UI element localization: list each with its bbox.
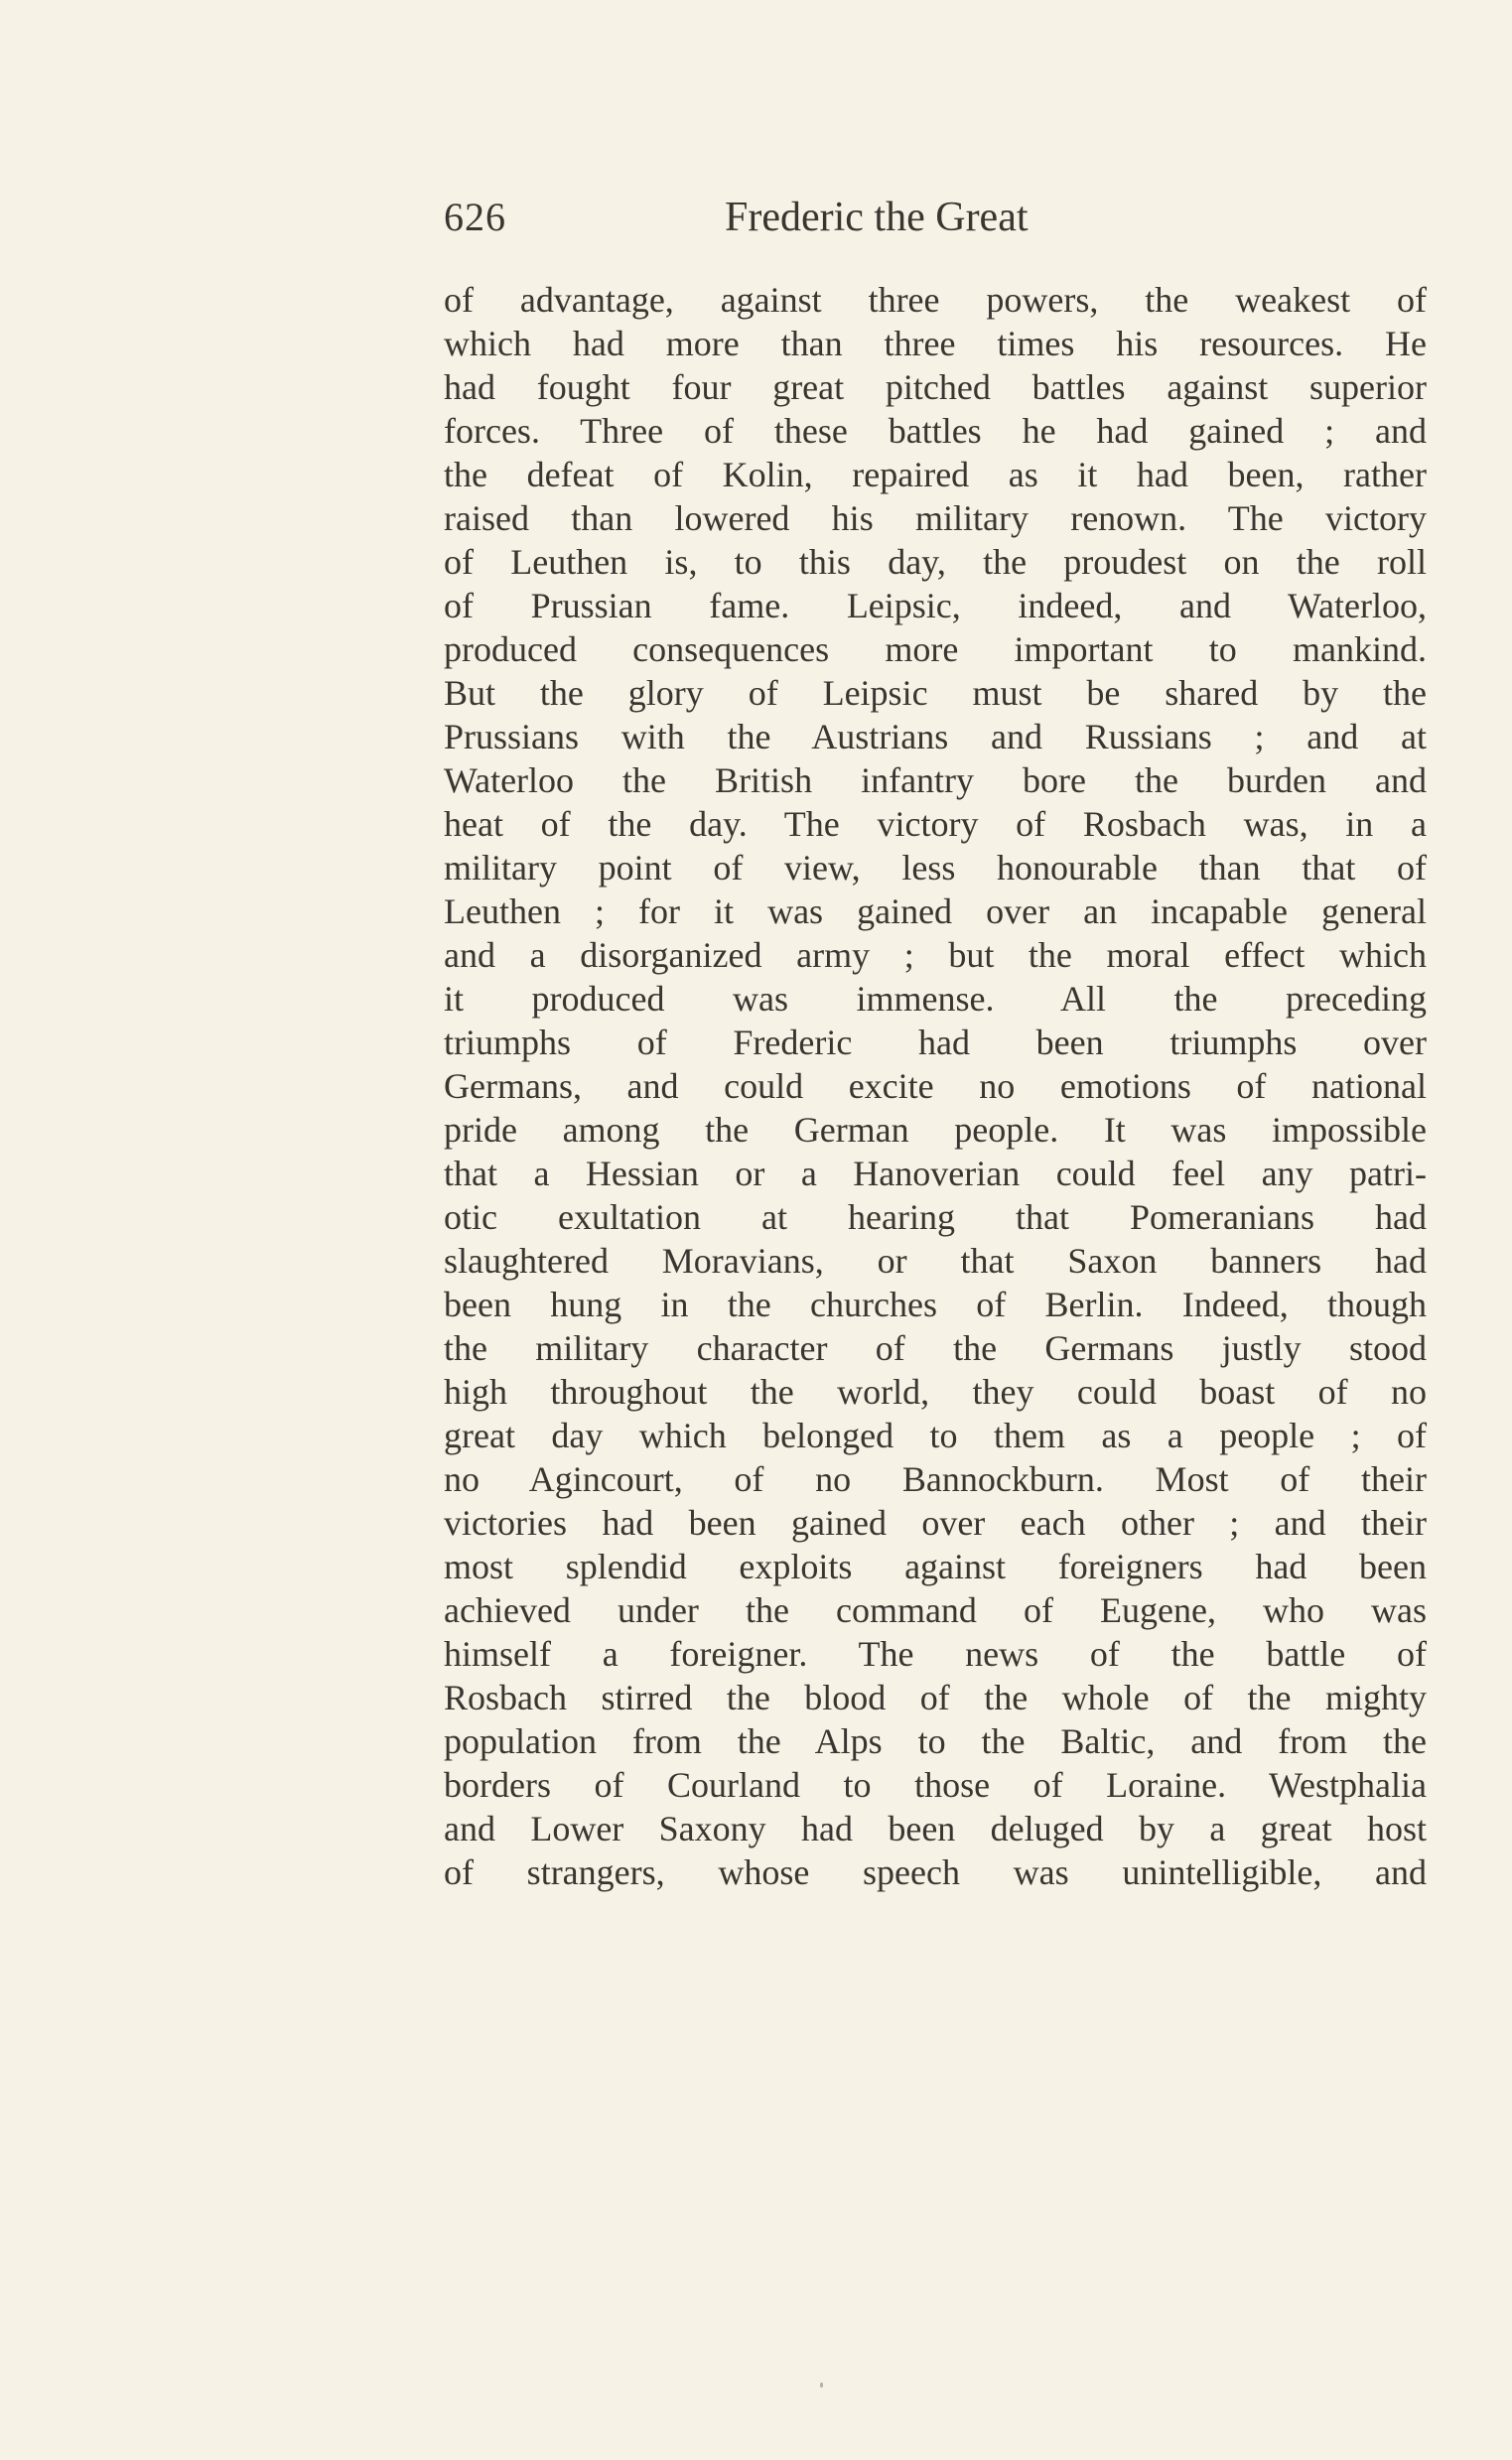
- text-line: triumphs of Frederic had been triumphs over: [444, 1023, 1427, 1062]
- text-line: Leuthen ; for it was gained over an incapable general: [444, 891, 1427, 931]
- text-line: which had more than three times his resources. He: [444, 324, 1427, 363]
- text-line: But the glory of Leipsic must be shared by the: [444, 673, 1427, 713]
- running-title: Frederic the Great: [725, 195, 1029, 240]
- text-line: Germans, and could excite no emotions of national: [444, 1066, 1427, 1106]
- text-line: had fought four great pitched battles against superior: [444, 367, 1427, 407]
- text-line: Waterloo the British infantry bore the burden and: [444, 760, 1427, 800]
- text-line: of Leuthen is, to this day, the proudest on the roll: [444, 542, 1427, 582]
- text-line: himself a foreigner. The news of the battle of: [444, 1634, 1427, 1674]
- text-line: of advantage, against three powers, the weakest of: [444, 280, 1427, 320]
- text-line: and Lower Saxony had been deluged by a great host: [444, 1809, 1427, 1848]
- text-line: no Agincourt, of no Bannockburn. Most of their: [444, 1459, 1427, 1499]
- text-line: and a disorganized army ; but the moral effect which: [444, 935, 1427, 975]
- text-line: high throughout the world, they could boast of no: [444, 1372, 1427, 1412]
- text-line: raised than lowered his military renown. The victory: [444, 498, 1427, 538]
- page-number: 626: [444, 195, 506, 239]
- text-line: the defeat of Kolin, repaired as it had been, rather: [444, 455, 1427, 494]
- text-line: otic exultation at hearing that Pomeranians had: [444, 1197, 1427, 1237]
- text-line: most splendid exploits against foreigners had been: [444, 1547, 1427, 1586]
- text-line: that a Hessian or a Hanoverian could feel any patri-: [444, 1154, 1427, 1193]
- text-line: been hung in the churches of Berlin. Indeed, though: [444, 1285, 1427, 1324]
- text-line: heat of the day. The victory of Rosbach was, in a: [444, 804, 1427, 844]
- text-line: pride among the German people. It was impossible: [444, 1110, 1427, 1150]
- text-line: victories had been gained over each other ; and their: [444, 1503, 1427, 1543]
- text-line: forces. Three of these battles he had gained ; and: [444, 411, 1427, 451]
- text-line: of strangers, whose speech was unintelligible, and: [444, 1852, 1427, 1892]
- text-line: Prussians with the Austrians and Russians ; and at: [444, 717, 1427, 756]
- paper-speck: [820, 2383, 823, 2388]
- text-line: achieved under the command of Eugene, who was: [444, 1590, 1427, 1630]
- text-line: the military character of the Germans justly stood: [444, 1328, 1427, 1368]
- text-line: great day which belonged to them as a people ; of: [444, 1416, 1427, 1455]
- running-head: [444, 194, 1437, 253]
- text-line: of Prussian fame. Leipsic, indeed, and Waterloo,: [444, 586, 1427, 625]
- body-text: [444, 278, 1427, 1894]
- text-line: produced consequences more important to mankind.: [444, 629, 1427, 669]
- text-line: borders of Courland to those of Loraine. Westphalia: [444, 1765, 1427, 1805]
- text-line: it produced was immense. All the preceding: [444, 979, 1427, 1019]
- text-line: Rosbach stirred the blood of the whole of the mighty: [444, 1678, 1427, 1717]
- text-line: military point of view, less honourable than that of: [444, 848, 1427, 888]
- text-line: population from the Alps to the Baltic, and from the: [444, 1721, 1427, 1761]
- text-line: slaughtered Moravians, or that Saxon banners had: [444, 1241, 1427, 1281]
